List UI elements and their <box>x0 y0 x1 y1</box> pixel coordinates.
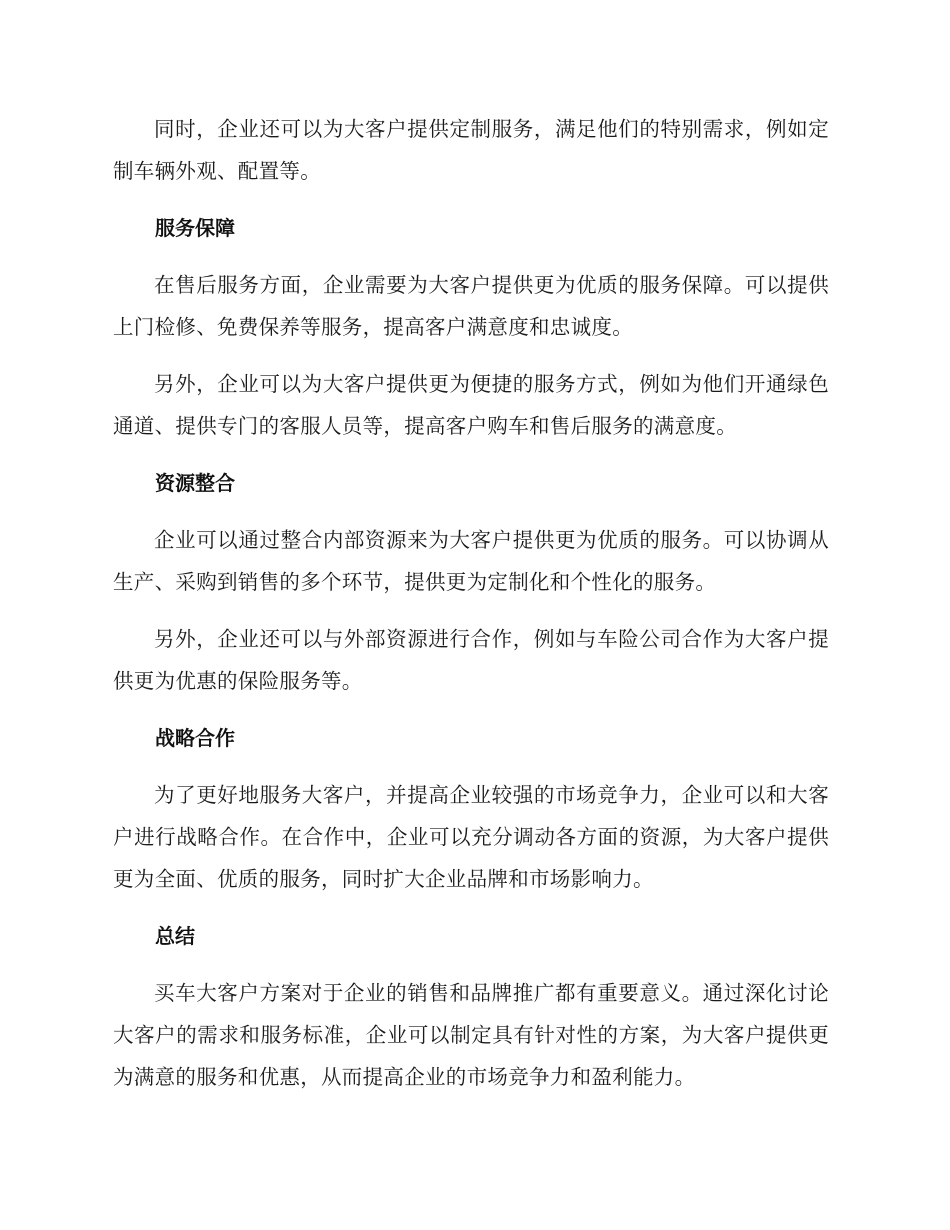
heading-resource-integration: 资源整合 <box>155 471 235 495</box>
paragraph-internal-resources: 企业可以通过整合内部资源来为大客户提供更为优质的服务。可以协调从生产、采购到销售的多个环节，提供更为定制化和个性化的服务。 <box>113 528 829 594</box>
paragraph-summary: 买车大客户方案对于企业的销售和品牌推广都有重要意义。通过深化讨论大客户的需求和服务标准，企业可以制定具有针对性的方案，为大客户提供更为满意的服务和优惠，从而提高企业的市场竞争力和盈利能力。 <box>113 981 829 1089</box>
heading-strategic-cooperation: 战略合作 <box>155 726 235 750</box>
paragraph-convenient-service: 另外，企业可以为大客户提供更为便捷的服务方式，例如为他们开通绿色通道、提供专门的客服人员等，提高客户购车和售后服务的满意度。 <box>113 372 829 438</box>
document-page <box>113 108 829 1113</box>
heading-summary: 总结 <box>155 924 195 948</box>
paragraph-strategic-cooperation: 为了更好地服务大客户，并提高企业较强的市场竞争力，企业可以和大客户进行战略合作。在合作中，企业可以充分调动各方面的资源，为大客户提供更为全面、优质的服务，同时扩大企业品牌和市场影响力。 <box>113 783 829 891</box>
paragraph-external-resources: 另外，企业还可以与外部资源进行合作，例如与车险公司合作为大客户提供更为优惠的保险服务等。 <box>113 627 829 693</box>
paragraph-after-sales: 在售后服务方面，企业需要为大客户提供更为优质的服务保障。可以提供上门检修、免费保养等服务，提高客户满意度和忠诚度。 <box>113 273 829 339</box>
heading-service-guarantee: 服务保障 <box>155 216 235 240</box>
paragraph-custom-service: 同时，企业还可以为大客户提供定制服务，满足他们的特别需求，例如定制车辆外观、配置等。 <box>113 117 829 183</box>
